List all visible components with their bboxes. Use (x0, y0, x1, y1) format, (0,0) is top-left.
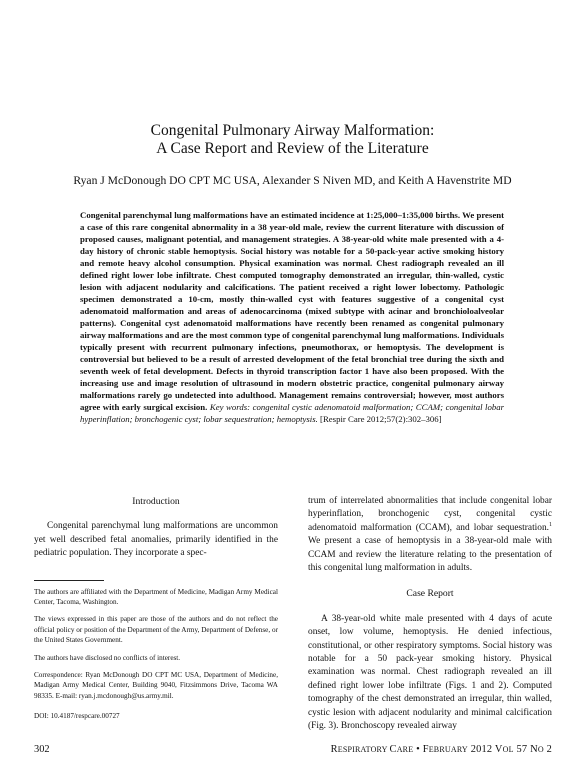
footnote-correspondence: Correspondence: Ryan McDonough DO CPT MC USA, Department of Medicine, Madigan Army Medical Center, Building 9040, Fitzsimmons Drive, Tacoma WA 98335. E-mail: ryan.j.mcdonough@us.army.mil. (34, 671, 278, 700)
footnote-disclaimer: The views expressed in this paper are those of the authors and do not reflect the official policy or position of the Department of the Army, Department of Defense, or the United States Government. (34, 615, 278, 645)
right-column (308, 495, 552, 734)
case-report-paragraph: A 38-year-old white male presented with 4 days of acute onset, low volume, hemoptysis. He denied infectious, constitutional, or other respiratory symptoms. Social history was notable for a 50 pack-year smoking history. Physical examination was normal. Chest radiograph revealed an ill defined right lower lobe infiltrate (Figs. 1 and 2). Computed tomography of the chest demonstrated an irregular, thin walled, cystic lesion with adjacent nodularity and minimal calcification (Fig. 3). Bronchoscopy revealed airway (308, 613, 552, 732)
vol-initial: V (494, 744, 503, 755)
page-number: 302 (34, 744, 50, 755)
journal-initial-c: C (389, 744, 397, 755)
left-column (34, 495, 278, 729)
vol-rest: OL (502, 745, 514, 754)
journal-name-care: ARE (396, 745, 414, 754)
case-report-heading: Case Report (406, 588, 454, 600)
introduction-text-end: We present a case of hemoptysis in a 38-year-old male with CCAM and review the literature relating to the presentation of this congenital lung malformation in adults. (308, 536, 552, 574)
reference-marker: 1 (549, 521, 552, 528)
article-title (0, 122, 585, 158)
abstract-keywords: Key words: congenital cystic adenomatoid malformation; CCAM; congenital lobar hyperinflation; bronchogenic cyst; lobar sequestration; hemoptysis. (80, 402, 504, 424)
title-line-2: A Case Report and Review of the Literature (156, 140, 429, 157)
author-list: Ryan J McDonough DO CPT MC USA, Alexander S Niven MD, and Keith A Havenstrite MD (73, 174, 512, 187)
journal-initial-r: R (330, 744, 338, 755)
month-initial: F (422, 744, 429, 755)
journal-running-footer (331, 744, 552, 755)
issue-rest: O (537, 745, 544, 754)
issue-number: 2 (543, 744, 552, 755)
issue-initial: N (530, 744, 538, 755)
footnote-doi: DOI: 10.4187/respcare.00727 (34, 712, 120, 721)
year: 2012 (467, 744, 495, 755)
introduction-paragraph-continued (308, 495, 552, 575)
journal-name-rest: ESPIRATORY (337, 745, 390, 754)
volume-number: 57 (513, 744, 531, 755)
footnote-divider (34, 580, 104, 581)
footnote-conflicts: The authors have disclosed no conflicts of interest. (34, 653, 181, 662)
title-line-1: Congenital Pulmonary Airway Malformation: (150, 122, 435, 139)
month-rest: EBRUARY (428, 745, 468, 754)
abstract (80, 209, 504, 425)
introduction-paragraph-start: Congenital parenchymal lung malformations are uncommon yet well described fetal anomalies, primarily identified in the pediatric population. They incorporate a spec- (34, 521, 278, 559)
introduction-heading: Introduction (132, 496, 180, 507)
introduction-text-continued: trum of interrelated abnormalities that include congenital lobar hyperinflation, bronchogenic cyst, congenital cystic adenomatoid malformation (CCAM), and lobar sequestration. (308, 496, 552, 533)
footer-bullet: • (413, 744, 423, 755)
abstract-citation: [Respir Care 2012;57(2):302–306] (320, 414, 442, 424)
footnote-affiliation: The authors are affiliated with the Department of Medicine, Madigan Army Medical Center, Tacoma, Washington. (34, 587, 278, 607)
abstract-body: Congenital parenchymal lung malformations have an estimated incidence at 1:25,000–1:35,000 births. We present a case of this rare congenital abnormality in a 38 year-old male, review the current literature with discussion of proposed causes, malignant potential, and management strategies. A 38-year-old white male presented with a 4-day history of chronic stable hemoptysis. Social history was notable for a 50-pack-year active smoking history and remote heavy alcohol consumption. Physical examination was normal. Chest radiograph revealed an ill defined right lower lobe infiltrate. Chest computed tomography demonstrated an irregular, thin-walled, cystic lesion with adjacent nodularity and calcifications. The patient received a right lower lobectomy. Pathologic specimen demonstrated a 10-cm, mostly thin-walled cyst with features suggestive of a congenital cyst adenomatoid malformation and areas of adenocarcinoma (mixed subtype with acinar and bronchioloalveolar patterns). Congenital cyst adenomatoid malformations have recently been renamed as congenital pulmonary airway malformations and are the most common type of congenital parenchymal lung malformations. Individuals typically present with recurrent pulmonary infections, pneumothorax, or hemoptysis. The development is controversial but believed to be a result of arrested development of the fetal bronchial tree during the sixth and seventh week of fetal development. Defects in thyroid transcription factor 1 have also been proposed. With the increasing use and image resolution of ultrasound in modern obstetric practice, congenital pulmonary airway malformations rarely go undetected into adulthood. Management remains controversial; however, most authors agree with early surgical excision. (80, 210, 504, 412)
